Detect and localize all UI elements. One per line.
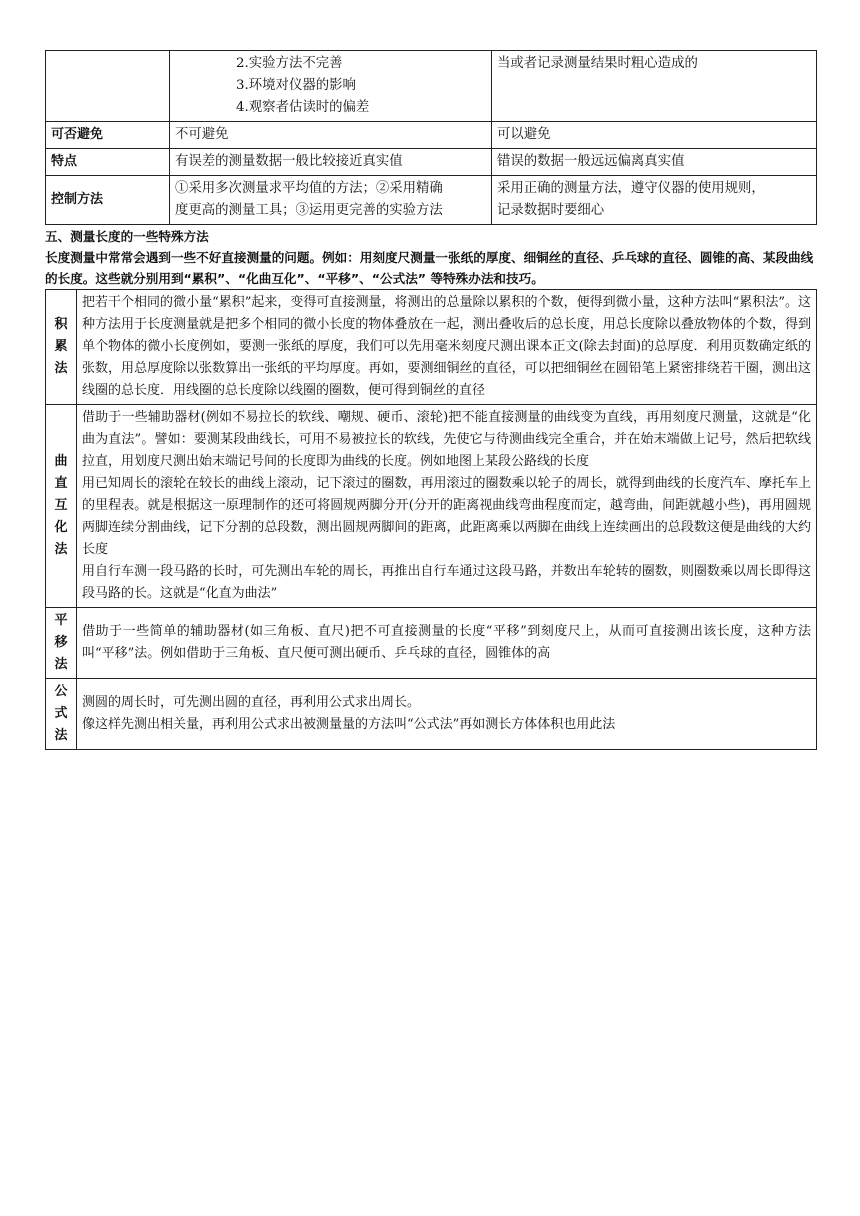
cause-line: 3.环境对仪器的影响 bbox=[236, 78, 356, 93]
error-control-cell bbox=[492, 176, 817, 225]
method-paragraph: 测圆的周长时，可先测出圆的直径，再利用公式求出周长。 bbox=[82, 695, 421, 710]
table-row-avoidable bbox=[46, 122, 817, 149]
error-comparison-table bbox=[45, 50, 817, 225]
mistake-causes-cell bbox=[170, 51, 492, 122]
empty-label-cell bbox=[46, 51, 170, 122]
method-row-curve-straight bbox=[46, 405, 817, 608]
section-heading: 五、测量长度的一些特殊方法 bbox=[45, 229, 209, 244]
control-line: 记录数据时要细心 bbox=[497, 203, 605, 218]
error-avoidable-cell: 可以避免 bbox=[492, 122, 817, 149]
section-intro: 长度测量中常常会遇到一些不好直接测量的问题。例如：用刻度尺测量一张纸的厚度、细铜丝的直径、乒乓球的直径、圆锥的高、某段曲线的长度。这些就分别用到“累积”、“化曲互化”、“平移”、“公式法” 等特殊办法和技巧。 bbox=[45, 250, 814, 286]
control-line: 度更高的测量工具；③运用更完善的实验方法 bbox=[175, 203, 443, 218]
mistake-feature-cell: 有误差的测量数据一般比较接近真实值 bbox=[170, 149, 492, 176]
cause-line: 4.观察者估读时的偏差 bbox=[236, 100, 370, 115]
control-line: ①采用多次测量求平均值的方法；②采用精确 bbox=[175, 181, 443, 196]
table-row-control bbox=[46, 176, 817, 225]
method-paragraph: 用已知周长的滚轮在较长的曲线上滚动，记下滚过的圈数，再用滚过的圈数乘以轮子的周长，就得到曲线的长度汽车、摩托车上的里程表。就是根据这一原理制作的还可将圆规两脚分开(分开的距离视曲线弯曲程度而定，越弯曲，间距就越小些)，再用圆规两脚连续分割曲线，记下分割的总段数，测出圆规两脚间的距离，此距离乘以两脚在曲线上连续画出的总段数这便是曲线的大约长度 bbox=[82, 476, 811, 557]
cause-line: 2.实验方法不完善 bbox=[236, 56, 343, 71]
row-label: 可否避免 bbox=[46, 122, 170, 149]
method-description bbox=[77, 679, 817, 750]
row-label: 特点 bbox=[46, 149, 170, 176]
method-paragraph: 像这样先测出相关量，再利用公式求出被测量量的方法叫“公式法”再如测长方体体积也用此法 bbox=[82, 717, 616, 732]
methods-table bbox=[45, 289, 817, 750]
row-label: 控制方法 bbox=[46, 176, 170, 225]
method-row-translation bbox=[46, 608, 817, 679]
method-paragraph: 用自行车测一段马路的长时，可先测出车轮的周长，再推出自行车通过这段马路，并数出车轮转的圈数，则圈数乘以周长即得这段马路的长。这就是“化直为曲法” bbox=[82, 564, 811, 601]
method-row-accumulation bbox=[46, 290, 817, 405]
mistake-control-cell bbox=[170, 176, 492, 225]
method-label: 公 式 法 bbox=[46, 679, 77, 750]
method-label: 曲 直 互 化 法 bbox=[46, 405, 77, 608]
table-row-causes bbox=[46, 51, 817, 122]
method-paragraph: 借助于一些辅助器材(例如不易拉长的软线、嘲规、硬币、滚轮)把不能直接测量的曲线变为直线，再用刻度尺测量，这就是“化曲为直法”。譬如：要测某段曲线长，可用不易被拉长的软线，先使它与待测曲线完全重合，并在始末端做上记号，然后把软线拉直，用划度尺测出始末端记号间的长度即为曲线的长度。例如地图上某段公路线的长度 bbox=[82, 410, 811, 469]
method-paragraph: 把若干个相同的微小量“累积”起来，变得可直接测量，将测出的总量除以累积的个数，便得到微小量，这种方法叫“累积法”。这种方法用于长度测量就是把多个相同的微小长度的物体叠放在一起，测出叠收后的总长度，用总长度除以叠放物体的个数，得到单个物体的微小长度例如，要测一张纸的厚度，我们可以先用毫米刻度尺测出课本正文(除去封面)的总厚度．利用页数确定纸的张数，用总厚度除以张数算出一张纸的平均厚度。再如，要测细铜丝的直径，可以把细铜丝在圆铅笔上紧密排绕若干圈，测出这线圈的总长度．用线圈的总长度除以线圈的圈数，便可得到铜丝的直径 bbox=[82, 295, 811, 398]
error-feature-cell: 错误的数据一般远远偏离真实值 bbox=[492, 149, 817, 176]
document-page bbox=[45, 50, 816, 750]
error-causes-cell: 当或者记录测量结果时粗心造成的 bbox=[492, 51, 817, 122]
method-label: 平 移 法 bbox=[46, 608, 77, 679]
method-description bbox=[77, 290, 817, 405]
control-line: 采用正确的测量方法，遵守仪器的使用规则， bbox=[497, 181, 765, 196]
method-description bbox=[77, 405, 817, 608]
method-label: 积 累 法 bbox=[46, 290, 77, 405]
mistake-avoidable-cell: 不可避免 bbox=[170, 122, 492, 149]
method-paragraph: 借助于一些简单的辅助器材(如三角板、直尺)把不可直接测量的长度“平移”到刻度尺上，从而可直接测出该长度，这种方法叫“平移”法。例如借助于三角板、直尺便可测出硬币、乒乓球的直径，圆锥体的高 bbox=[82, 624, 811, 661]
table-row-feature bbox=[46, 149, 817, 176]
method-row-formula bbox=[46, 679, 817, 750]
method-description bbox=[77, 608, 817, 679]
